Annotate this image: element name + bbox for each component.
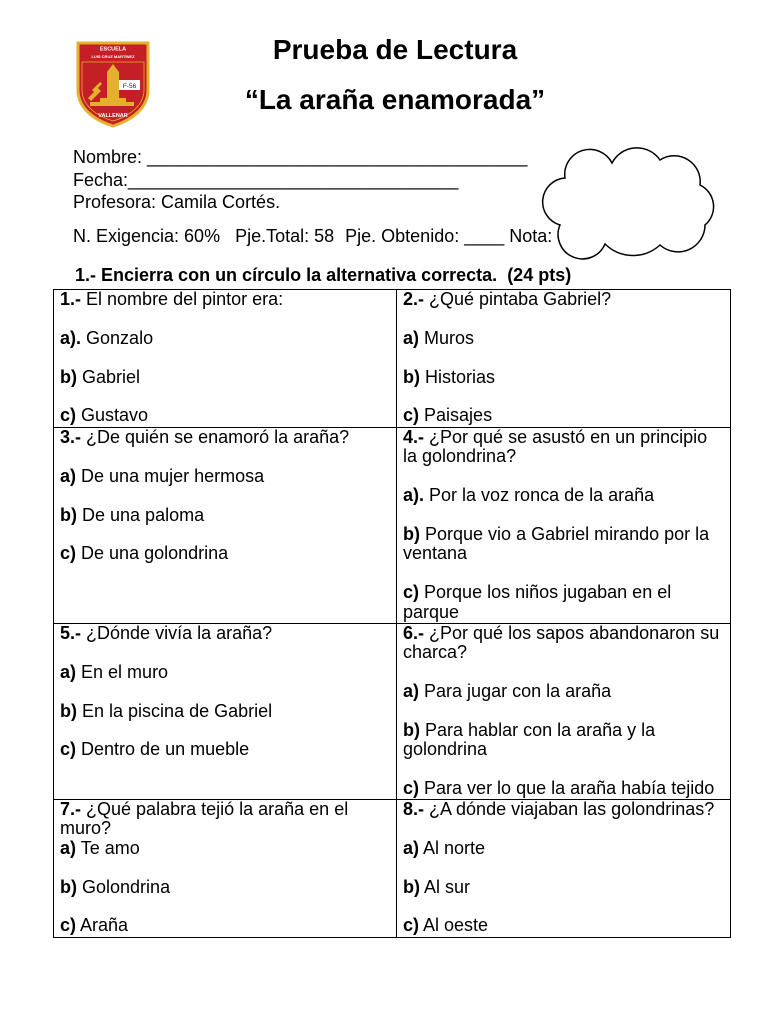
option-c <box>403 406 722 425</box>
question-number: 8.- <box>403 799 425 819</box>
question-number: 6.- <box>403 623 425 643</box>
option-text: Te amo <box>80 837 140 858</box>
option-letter: a) <box>403 837 420 858</box>
option-letter: b) <box>403 366 420 387</box>
option-a <box>60 663 388 682</box>
total-score: Pje.Total: 58 <box>235 226 335 246</box>
question-number: 3.- <box>60 427 82 447</box>
option-letter: a) <box>403 327 420 348</box>
option-text: Porque vio a Gabriel mirando por la ventana <box>403 524 710 564</box>
option-text: Golondrina <box>82 876 171 897</box>
question-text: ¿Qué pintaba Gabriel? <box>429 289 612 309</box>
question-7 <box>54 800 397 937</box>
option-letter: a). <box>60 327 82 348</box>
option-text: Para hablar con la araña y la golondrina <box>403 720 656 760</box>
option-letter: c) <box>403 582 420 603</box>
option-letter: b) <box>403 720 420 740</box>
question-8 <box>397 800 730 937</box>
option-text: Muros <box>424 327 475 348</box>
question-number: 1.- <box>60 289 82 309</box>
option-b <box>403 525 722 564</box>
option-text: Para ver lo que la araña había tejido <box>424 778 715 799</box>
option-letter: a). <box>403 485 425 506</box>
option-b <box>60 506 388 525</box>
name-field: Nombre: ______________________________________ <box>73 147 528 167</box>
option-text: Gustavo <box>81 405 149 426</box>
option-b <box>403 721 722 760</box>
question-number: 5.- <box>60 623 82 643</box>
question-line <box>403 624 722 663</box>
option-text: Para jugar con la araña <box>424 681 612 702</box>
crest-text-top: ESCUELA <box>99 46 127 53</box>
option-c <box>60 544 388 563</box>
option-b <box>60 368 388 387</box>
option-letter: a) <box>403 681 420 702</box>
grade-cloud <box>540 136 725 262</box>
option-b <box>403 368 722 387</box>
option-letter: c) <box>403 405 420 426</box>
option-text: Dentro de un mueble <box>81 739 250 760</box>
question-line <box>403 428 722 467</box>
exigencia-value: N. Exigencia: 60% <box>73 226 221 246</box>
option-text: Araña <box>80 915 129 936</box>
option-letter: c) <box>60 405 77 426</box>
option-a <box>403 329 722 348</box>
option-letter: b) <box>60 504 77 525</box>
option-text: Al oeste <box>423 915 489 936</box>
option-text: Historias <box>425 366 496 387</box>
option-text: Por la voz ronca de la araña <box>429 485 655 506</box>
option-letter: c) <box>403 778 420 799</box>
option-text: Gabriel <box>82 366 141 387</box>
score-line <box>73 225 552 247</box>
option-letter: b) <box>60 876 77 897</box>
question-text: ¿Dónde vivía la araña? <box>86 623 273 643</box>
option-letter: a) <box>60 837 77 858</box>
option-text: Porque los niños jugaban en el parque <box>403 582 672 622</box>
option-a <box>60 467 388 486</box>
option-c <box>403 583 722 622</box>
option-text: Al norte <box>423 837 486 858</box>
crest-text-code: F-56 <box>122 82 137 90</box>
grade-cloud-outline <box>543 148 714 259</box>
teacher-line: Profesora: Camila Cortés. <box>73 192 281 212</box>
option-text: De una paloma <box>82 504 205 525</box>
option-c <box>60 740 388 759</box>
question-line <box>60 624 388 643</box>
option-a <box>403 839 722 858</box>
option-c <box>403 916 722 935</box>
date-field: Fecha:_________________________________ <box>73 170 459 190</box>
question-number: 4.- <box>403 427 425 447</box>
question-line <box>60 800 388 839</box>
option-text: En la piscina de Gabriel <box>82 700 273 721</box>
option-c <box>403 779 722 798</box>
option-letter: b) <box>403 524 420 544</box>
option-a <box>403 682 722 701</box>
story-title: “La araña enamorada” <box>244 84 546 115</box>
question-number: 2.- <box>403 289 425 309</box>
option-letter: c) <box>60 739 77 760</box>
option-b <box>403 878 722 897</box>
option-text: Paisajes <box>424 405 493 426</box>
questions-table <box>53 289 731 938</box>
crest-text-arc: LUIS CRUZ MARTINEZ <box>91 54 135 59</box>
option-b <box>60 702 388 721</box>
question-5 <box>54 624 397 800</box>
option-text: Gonzalo <box>86 327 154 348</box>
question-1 <box>54 290 397 428</box>
option-text: Al sur <box>424 876 471 897</box>
question-line <box>60 290 388 309</box>
obtained-score: Pje. Obtenido: ____ <box>345 226 505 246</box>
option-letter: c) <box>403 915 420 936</box>
option-letter: c) <box>60 915 77 936</box>
option-a <box>60 329 388 348</box>
option-a <box>403 486 722 505</box>
grade-label: Nota: <box>509 226 553 246</box>
option-c <box>60 916 388 935</box>
option-letter: b) <box>60 700 77 721</box>
crest-text-bottom: VALLENAR <box>98 113 128 119</box>
question-4 <box>397 428 730 624</box>
question-text: ¿Qué palabra tejió la araña en el muro? <box>60 799 349 839</box>
section-heading <box>75 264 571 286</box>
section-points: (24 pts) <box>507 265 572 285</box>
option-c <box>60 406 388 425</box>
option-a <box>60 839 388 858</box>
section-number: 1.- <box>75 265 97 285</box>
question-text: ¿A dónde viajaban las golondrinas? <box>429 799 715 819</box>
option-text: De una mujer hermosa <box>81 465 265 486</box>
option-letter: a) <box>60 661 77 682</box>
option-letter: a) <box>60 465 77 486</box>
question-text: ¿Por qué se asustó en un principio la golondrina? <box>403 427 708 467</box>
question-text: El nombre del pintor era: <box>86 289 284 309</box>
question-line <box>403 290 722 309</box>
page-title: Prueba de Lectura <box>272 34 518 65</box>
option-text: De una golondrina <box>81 543 229 564</box>
option-letter: b) <box>60 366 77 387</box>
option-letter: c) <box>60 543 77 564</box>
option-letter: b) <box>403 876 420 897</box>
question-line <box>403 800 722 819</box>
question-3 <box>54 428 397 624</box>
question-text: ¿De quién se enamoró la araña? <box>86 427 350 447</box>
option-b <box>60 878 388 897</box>
option-text: En el muro <box>81 661 169 682</box>
question-line <box>60 428 388 447</box>
question-number: 7.- <box>60 799 82 819</box>
question-6 <box>397 624 730 800</box>
question-2 <box>397 290 730 428</box>
question-text: ¿Por qué los sapos abandonaron su charca? <box>403 623 720 663</box>
section-instruction: Encierra con un círculo la alternativa correcta. <box>101 265 498 285</box>
